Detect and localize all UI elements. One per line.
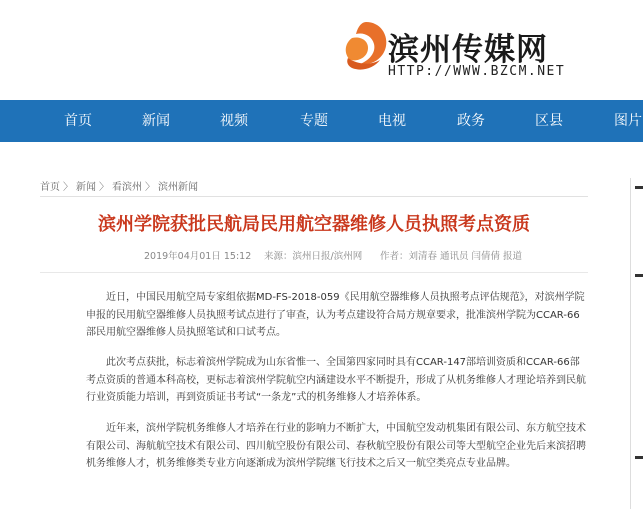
article-paragraph: 近年来，滨州学院机务维修人才培养在行业的影响力不断扩大，中国航空发动机集团有限公司、东方航空技术有限公司、海航航空技术有限公司、四川航空股份有限公司、春秋航空股份有限公司等大型航空企业先后来滨招聘机务维修人才，机务维修类专业方向逐渐成为滨州学院继飞行技术之后又一航空类亮点专业品牌。 <box>86 423 586 469</box>
breadcrumb <box>40 178 588 193</box>
nav-item-home[interactable]: 首页 <box>64 113 92 129</box>
article-author: 作者：刘清春 通讯员 闫倩倩 报道 <box>380 251 523 262</box>
nav-item-news[interactable]: 新闻 <box>142 113 170 129</box>
site-logo[interactable] <box>340 14 580 84</box>
article-date: 2019年04月01日 15:12 <box>144 251 252 262</box>
logo-url: HTTP://WWW.BZCM.NET <box>388 64 566 79</box>
article-paragraph: 此次考点获批，标志着滨州学院成为山东省惟一、全国第四家同时具有CCAR-147部培训资质和CCAR-66部考点资质的普通本科高校，更标志着滨州学院航空内涵建设水平不断提升，形成了从机务维修人才理论培养到民航行业资质能力培训，再到资质证书考试“一条龙”式的机务维修人才培养体系。 <box>86 357 586 403</box>
article-paragraph: 近日，中国民用航空局专家组依据MD-FS-2018-059《民用航空器维修人员执照考点评估规范》，对滨州学院申报的民用航空器维修人员执照考试点进行了审查，认为考点建设符合局方规章要求，批准滨州学院为CCAR-66部民用航空器维修人员执照笔试和口试考点。 <box>86 292 585 338</box>
breadcrumb-divider <box>40 196 588 197</box>
article-source: 来源：滨州日报/滨州网 <box>264 251 363 262</box>
breadcrumb-binzhou[interactable]: 看滨州 <box>112 182 142 193</box>
nav-item-government[interactable]: 政务 <box>457 113 485 129</box>
nav-item-pictures[interactable]: 图片 <box>614 113 642 129</box>
nav-item-tv[interactable]: 电视 <box>378 113 406 129</box>
breadcrumb-news[interactable]: 新闻 <box>76 182 96 193</box>
main-nav <box>0 100 643 142</box>
sidebar-marker <box>635 456 643 459</box>
sidebar-marker <box>635 186 643 189</box>
breadcrumb-binzhou-news[interactable]: 滨州新闻 <box>158 182 198 193</box>
breadcrumb-home[interactable]: 首页 <box>40 182 60 193</box>
breadcrumb-separator: 〉 <box>99 182 109 193</box>
nav-item-video[interactable]: 视频 <box>220 113 248 129</box>
breadcrumb-separator: 〉 <box>145 182 155 193</box>
sidebar-edge <box>630 178 643 509</box>
nav-item-districts[interactable]: 区县 <box>535 113 563 129</box>
logo-title: 滨州传媒网 <box>388 32 548 68</box>
nav-item-topics[interactable]: 专题 <box>300 113 328 129</box>
meta-divider <box>40 272 588 273</box>
sidebar-marker <box>635 274 643 277</box>
breadcrumb-separator: 〉 <box>63 182 73 193</box>
logo-swirl-icon <box>340 14 392 74</box>
article-title: 滨州学院获批民航局民用航空器维修人员执照考点资质 <box>98 214 530 235</box>
